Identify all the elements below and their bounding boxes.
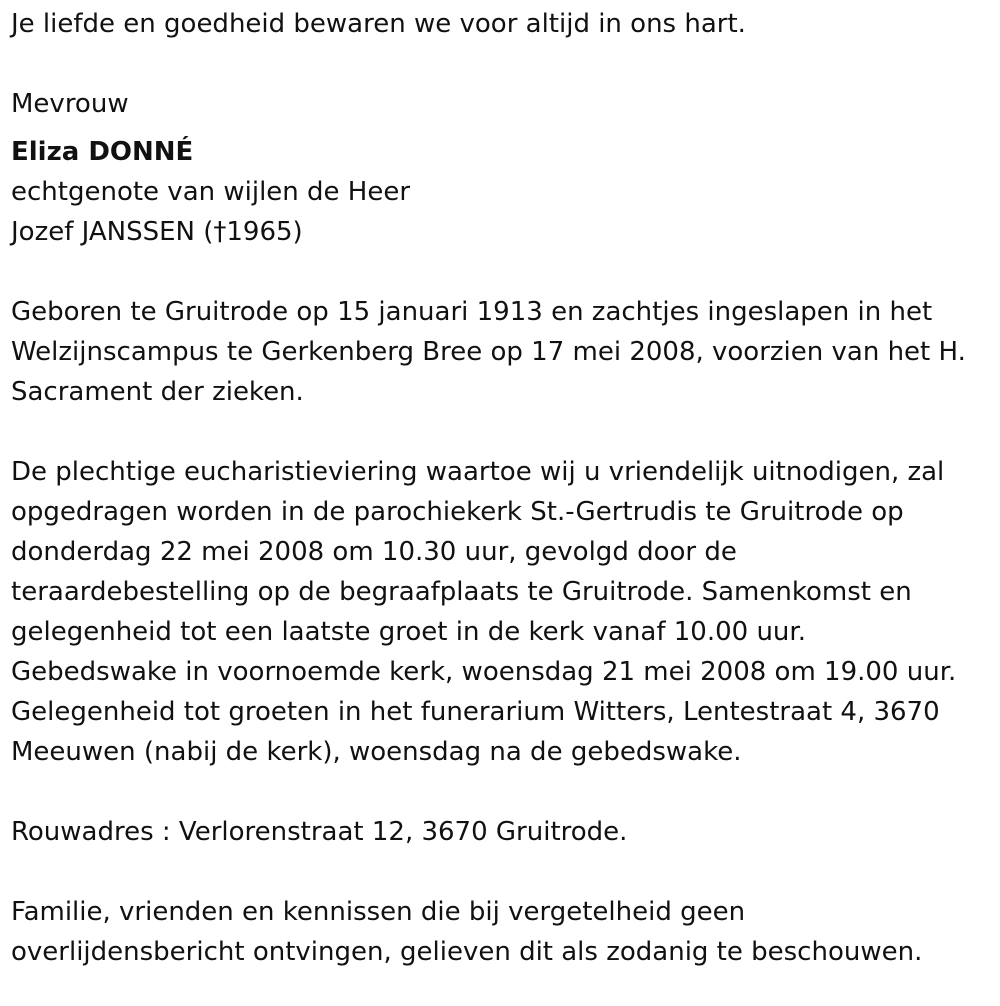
spouse-relation: echtgenote van wijlen de Heer (11, 177, 411, 207)
ceremony-paragraph (11, 452, 1000, 772)
text-line: Familie, vrienden en kennissen die bij vergetelheid geen (11, 897, 746, 927)
text-line: Welzijnscampus te Gerkenberg Bree op 17 mei 2008, voorzien van het H. (11, 337, 966, 367)
text-line: Sacrament der zieken. (11, 377, 304, 407)
text-line: Meeuwen (nabij de kerk), woensdag na de gebedswake. (11, 737, 742, 767)
text-line: teraardebestelling op de begraafplaats te Gruitrode. Samenkomst en (11, 577, 912, 607)
deceased-name: Eliza DONNÉ (11, 137, 194, 167)
text-line: overlijdensbericht ontvingen, gelieven dit als zodanig te beschouwen. (11, 937, 923, 967)
text-line: Geboren te Gruitrode op 15 januari 1913 en zachtjes ingeslapen in het (11, 297, 933, 327)
birth-death-paragraph (11, 292, 1000, 412)
text-line: opgedragen worden in de parochiekerk St.-Gertrudis te Gruitrode op (11, 497, 904, 527)
text-line: donderdag 22 mei 2008 om 10.30 uur, gevolgd door de (11, 537, 737, 567)
opening-text: Je liefde en goedheid bewaren we voor altijd in ons hart. (11, 9, 746, 39)
mourning-address: Rouwadres : Verlorenstraat 12, 3670 Gruitrode. (11, 817, 628, 847)
paragraph-gap (11, 252, 1000, 292)
paragraph-gap (11, 852, 1000, 892)
text-line: De plechtige eucharistieviering waartoe wij u vriendelijk uitnodigen, zal (11, 457, 945, 487)
paragraph-gap (11, 772, 1000, 812)
closing-paragraph (11, 892, 1000, 972)
text-line: gelegenheid tot een laatste groet in de kerk vanaf 10.00 uur. (11, 617, 806, 647)
text-line: Gelegenheid tot groeten in het funerarium Witters, Lentestraat 4, 3670 (11, 697, 940, 727)
paragraph-gap (11, 412, 1000, 452)
paragraph-gap (11, 44, 1000, 84)
salutation-title: Mevrouw (11, 89, 129, 119)
text-line: Gebedswake in voornoemde kerk, woensdag 21 mei 2008 om 19.00 uur. (11, 657, 957, 687)
spouse-name: Jozef JANSSEN (†1965) (11, 217, 303, 247)
